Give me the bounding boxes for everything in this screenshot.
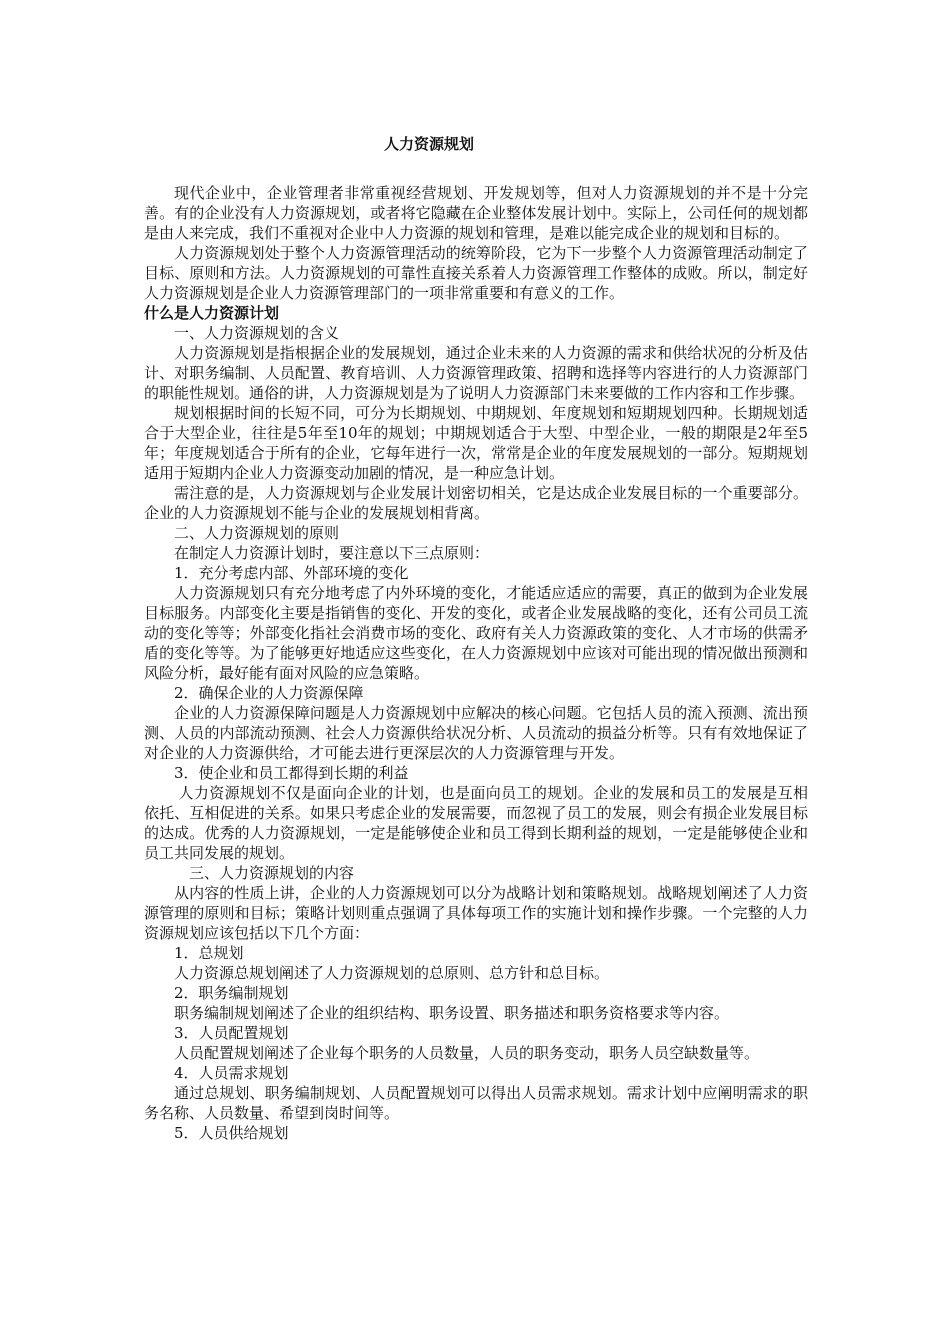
paragraph-definition: 人力资源规划是指根据企业的发展规划，通过企业未来的人力资源的需求和供给状况的分析及估计、对职务编制、人员配置、教育培训、人力资源管理政策、招聘和选择等内容进行的人力资源部门的职能性规划。通俗的讲，人力资源规划是为了说明人力资源部门未来要做的工作内容和工作步骤。 [144,344,808,402]
paragraph-content-intro: 从内容的性质上讲，企业的人力资源规划可以分为战略计划和策略规划。战略规划阐述了人力资源管理的原则和目标；策略计划则重点强调了具体每项工作的实施计划和操作步骤。一个完整的人力资源规划应该包括以下几个方面： [144,884,808,942]
list-item-content-3: 3．人员配置规划 [174,1024,289,1042]
list-item-content-1: 1．总规划 [174,944,244,962]
paragraph-content-4: 通过总规划、职务编制规划、人员配置规划可以得出人员需求规划。需求计划中应阐明需求的职务名称、人员数量、希望到岗时间等。 [144,1084,808,1122]
list-item-content-4: 4．人员需求规划 [174,1064,289,1082]
paragraph-content-2: 职务编制规划阐述了企业的组织结构、职务设置、职务描述和职务资格要求等内容。 [174,1004,730,1022]
paragraph-principle-3: 人力资源规划不仅是面向企业的计划，也是面向员工的规划。企业的发展和员工的发展是互相依托、互相促进的关系。如果只考虑企业的发展需要，而忽视了员工的发展，则会有损企业发展目标的达成。优秀的人力资源规划，一定是能够使企业和员工得到长期利益的规划，一定是能够使企业和员工共同发展的规划。 [144,784,808,862]
paragraph-content-1: 人力资源总规划阐述了人力资源规划的总原则、总方针和总目标。 [174,964,610,982]
paragraph-principles-intro: 在制定人力资源计划时，要注意以下三点原则： [174,544,490,562]
document-body [144,183,808,1143]
list-item-content-2: 2．职务编制规划 [174,984,289,1002]
subheading-content: 三、人力资源规划的内容 [189,864,355,882]
document-title: 人力资源规划 [383,135,474,153]
subheading-principles: 二、人力资源规划的原则 [174,524,340,542]
paragraph-note: 需注意的是，人力资源规划与企业发展计划密切相关，它是达成企业发展目标的一个重要部分。企业的人力资源规划不能与企业的发展规划相背离。 [144,484,808,522]
subheading-definition: 一、人力资源规划的含义 [174,324,340,342]
section-heading: 什么是人力资源计划 [144,304,280,322]
list-item-principle-3: 3．使企业和员工都得到长期的利益 [174,764,409,782]
paragraph-principle-2: 企业的人力资源保障问题是人力资源规划中应解决的核心问题。它包括人员的流入预测、流出预测、人员的内部流动预测、社会人力资源供给状况分析、人员流动的损益分析等。只有有效地保证了对企业的人力资源供给，才可能去进行更深层次的人力资源管理与开发。 [144,704,808,762]
list-item-principle-1: 1．充分考虑内部、外部环境的变化 [174,564,409,582]
paragraph-intro-1: 现代企业中，企业管理者非常重视经营规划、开发规划等，但对人力资源规划的并不是十分完善。有的企业没有人力资源规划，或者将它隐藏在企业整体发展计划中。实际上，公司任何的规划都是由人来完成，我们不重视对企业中人力资源的规划和管理，是难以能完成企业的规划和目标的。 [144,184,808,242]
paragraph-principle-1: 人力资源规划只有充分地考虑了内外环境的变化，才能适应适应的需要，真正的做到为企业发展目标服务。内部变化主要是指销售的变化、开发的变化，或者企业发展战略的变化，还有公司员工流动的变化等等；外部变化指社会消费市场的变化、政府有关人力资源政策的变化、人才市场的供需矛盾的变化等等。为了能够更好地适应这些变化，在人力资源规划中应该对可能出现的情况做出预测和风险分析，最好能有面对风险的应急策略。 [144,584,808,682]
list-item-principle-2: 2．确保企业的人力资源保障 [174,684,364,702]
list-item-content-5: 5．人员供给规划 [174,1124,289,1142]
paragraph-intro-2: 人力资源规划处于整个人力资源管理活动的统筹阶段，它为下一步整个人力资源管理活动制定了目标、原则和方法。人力资源规划的可靠性直接关系着人力资源管理工作整体的成败。所以，制定好人力资源规划是企业人力资源管理部门的一项非常重要和有意义的工作。 [144,244,808,302]
paragraph-duration: 规划根据时间的长短不同，可分为长期规划、中期规划、年度规划和短期规划四种。长期规划适合于大型企业，往往是5年至10年的规划；中期规划适合于大型、中型企业，一般的期限是2年至5年；年度规划适合于所有的企业，它每年进行一次，常常是企业的年度发展规划的一部分。短期规划适用于短期内企业人力资源变动加剧的情况，是一种应急计划。 [144,404,808,482]
paragraph-content-3: 人员配置规划阐述了企业每个职务的人员数量，人员的职务变动，职务人员空缺数量等。 [174,1044,760,1062]
